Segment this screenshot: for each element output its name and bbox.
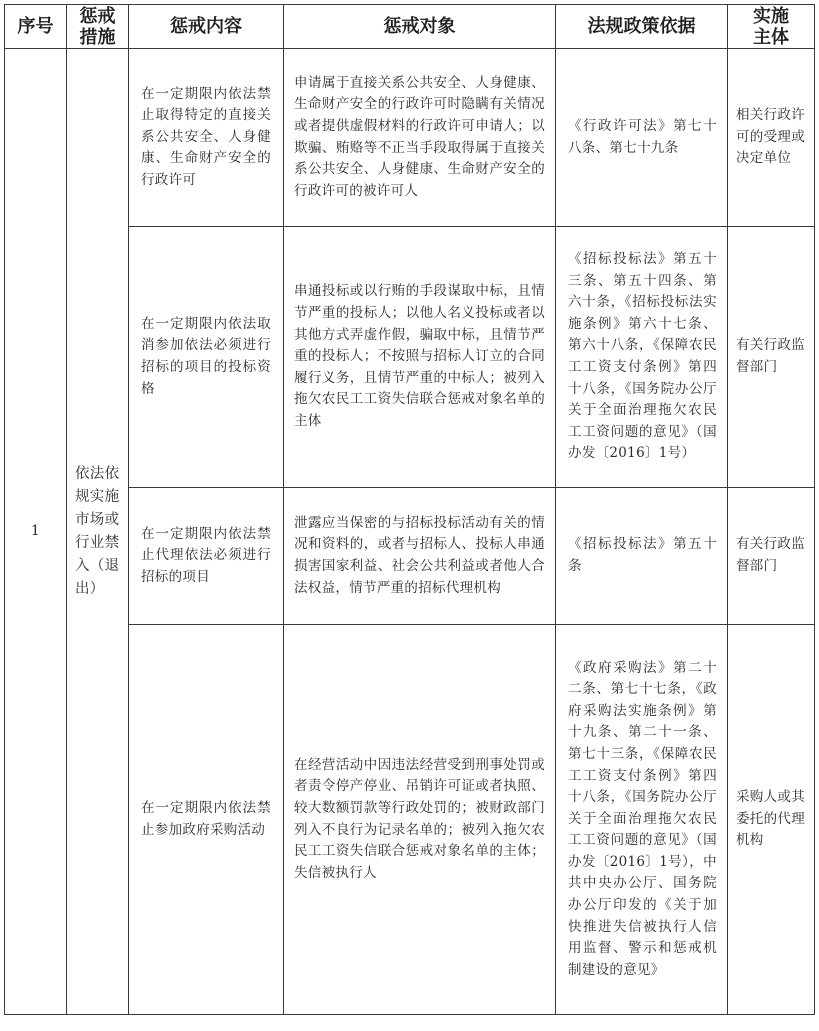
target-cell: 在经营活动中因违法经营受到刑事处罚或者责令停产停业、吊销许可证或者执照、较大数额罚款等行政处罚的；被财政部门列入不良行为记录名单的；被列入拖欠农民工工资失信联合惩戒对象名单的主体；失信被执行人 xyxy=(284,625,556,1015)
basis-cell: 《招标投标法》第五十三条、第五十四条、第六十条，《招标投标法实施条例》第六十七条、第六十八条，《保障农民工工资支付条例》第四十八条，《国务院办公厅关于全面治理拖欠农民工工资问题的意见》（国办发〔2016〕1号） xyxy=(556,227,728,488)
table-row xyxy=(5,49,815,227)
header-basis: 法规政策依据 xyxy=(556,5,728,49)
subject-cell: 有关行政监督部门 xyxy=(728,488,815,625)
basis-cell: 《政府采购法》第二十二条、第七十七条，《政府采购法实施条例》第十九条、第二十一条、第七十三条，《保障农民工工资支付条例》第四十八条，《国务院办公厅关于全面治理拖欠农民工工资问题的意见》（国办发〔2016〕1号），中共中央办公厅、国务院办公厅印发的《关于加快推进失信被执行人信用监督、警示和惩戒机制建设的意见》 xyxy=(556,625,728,1015)
content-cell: 在一定期限内依法禁止取得特定的直接关系公共安全、人身健康、生命财产安全的行政许可 xyxy=(129,49,284,227)
basis-cell: 《招标投标法》第五十条 xyxy=(556,488,728,625)
header-no: 序号 xyxy=(5,5,67,49)
table-header-row xyxy=(5,5,815,49)
header-target: 惩戒对象 xyxy=(284,5,556,49)
subject-cell: 有关行政监督部门 xyxy=(728,227,815,488)
content-cell: 在一定期限内依法禁止参加政府采购活动 xyxy=(129,625,284,1015)
document-page xyxy=(4,4,814,1015)
disciplinary-measures-table xyxy=(4,4,815,1015)
content-cell: 在一定期限内依法取消参加依法必须进行招标的项目的投标资格 xyxy=(129,227,284,488)
subject-cell: 采购人或其委托的代理机构 xyxy=(728,625,815,1015)
subject-cell: 相关行政许可的受理或决定单位 xyxy=(728,49,815,227)
target-cell: 串通投标或以行贿的手段谋取中标，且情节严重的投标人；以他人名义投标或者以其他方式弄虚作假，骗取中标，且情节严重的投标人；不按照与招标人订立的合同履行义务，且情节严重的中标人；被列入拖欠农民工工资失信联合惩戒对象名单的主体 xyxy=(284,227,556,488)
row-number: 1 xyxy=(5,49,67,1015)
target-cell: 申请属于直接关系公共安全、人身健康、生命财产安全的行政许可时隐瞒有关情况或者提供虚假材料的行政许可申请人；以欺骗、贿赂等不正当手段取得属于直接关系公共安全、人身健康、生命财产安全的行政许可的被许可人 xyxy=(284,49,556,227)
header-measure: 惩戒措施 xyxy=(67,5,129,49)
content-cell: 在一定期限内依法禁止代理依法必须进行招标的项目 xyxy=(129,488,284,625)
basis-cell: 《行政许可法》第七十八条、第七十九条 xyxy=(556,49,728,227)
target-cell: 泄露应当保密的与招标投标活动有关的情况和资料的，或者与招标人、投标人串通损害国家利益、社会公共利益或者他人合法权益，情节严重的招标代理机构 xyxy=(284,488,556,625)
header-subject: 实施主体 xyxy=(728,5,815,49)
header-content: 惩戒内容 xyxy=(129,5,284,49)
measure-cell: 依法依规实施市场或行业禁入（退出） xyxy=(67,49,129,1015)
